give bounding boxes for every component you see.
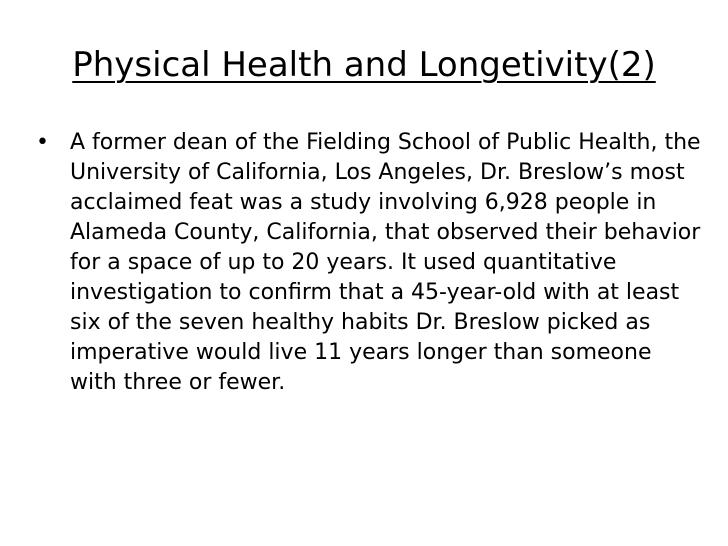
bullet-item [34, 128, 702, 398]
bullet-text: A former dean of the Fielding School of Public Health, the University of California, Los Angeles, Dr. Breslow’s most acclaimed feat was a study involving 6,928 people in Alameda County, California, that observed their behavior for a space of up to 20 years. It used quantitative investigation to confirm that a 45-year-old with at least six of the seven healthy habits Dr. Breslow picked as imperative would live 11 years longer than someone with three or fewer. [70, 130, 701, 395]
bullet-marker: • [36, 130, 49, 155]
bullet-list [34, 128, 702, 398]
slide-title-text: Physical Health and Longetivity(2) [72, 45, 656, 85]
slide-title [0, 42, 728, 88]
